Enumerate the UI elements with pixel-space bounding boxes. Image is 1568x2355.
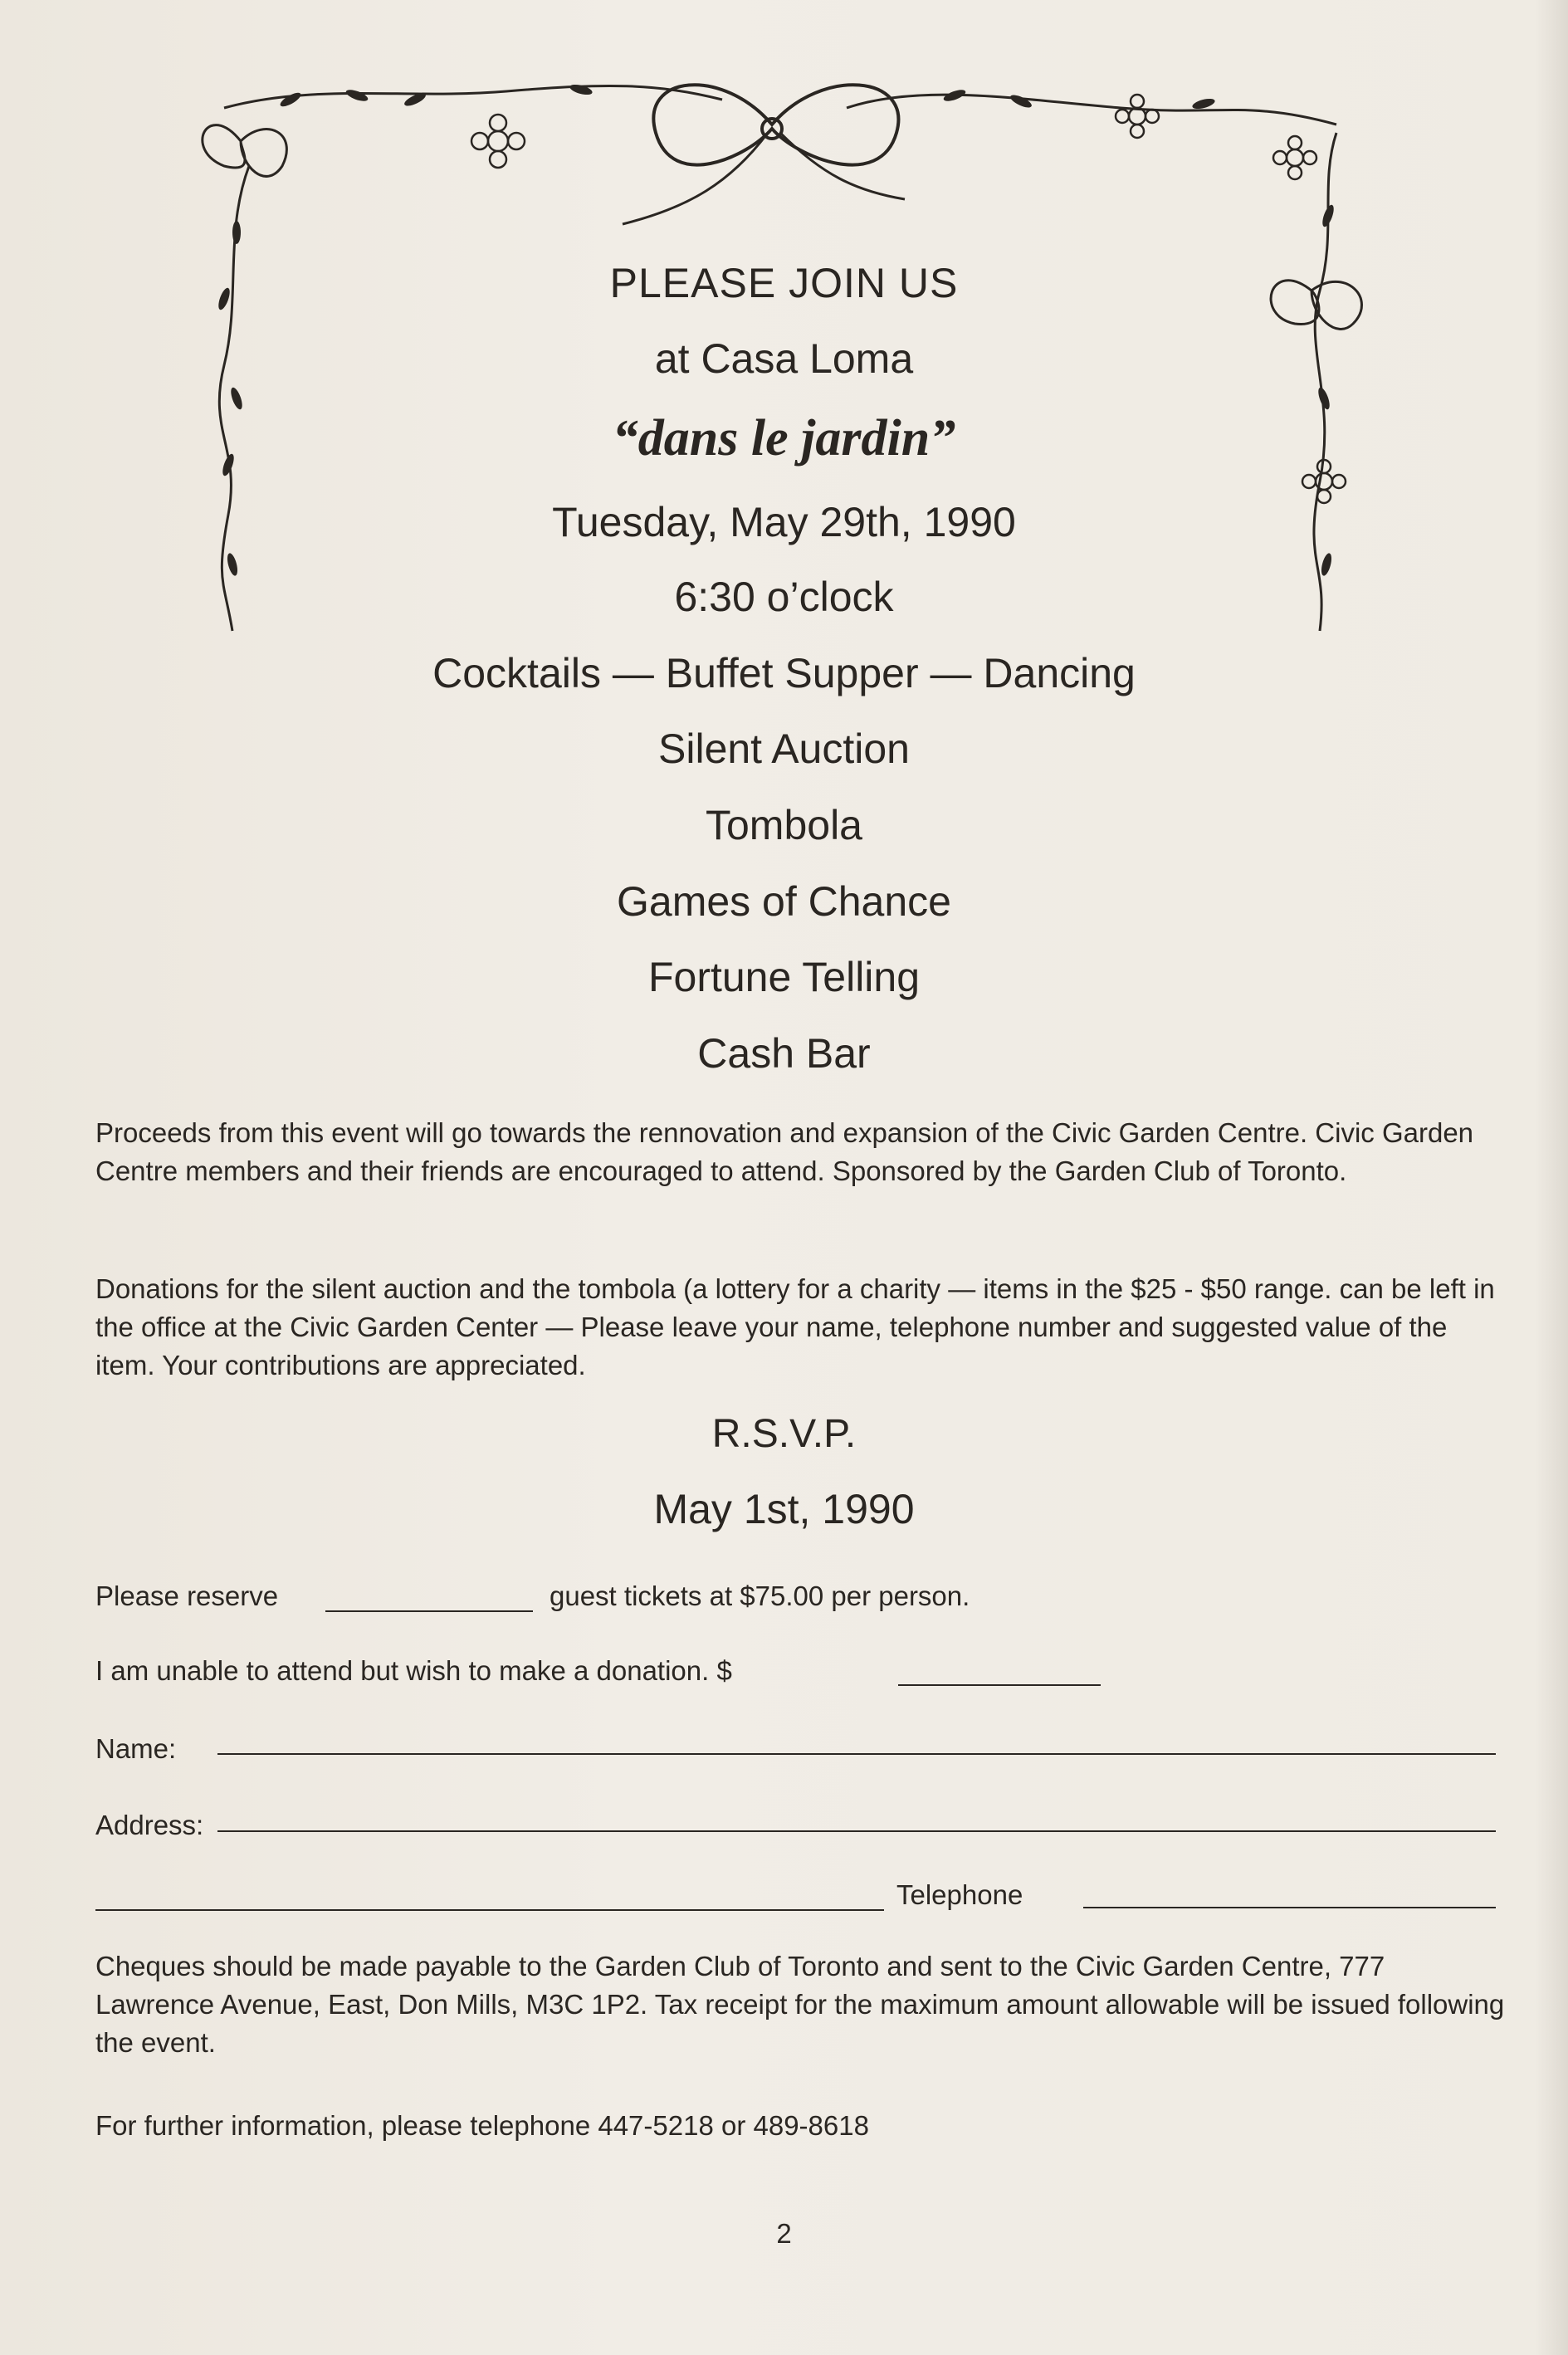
activity-item: Fortune Telling xyxy=(647,954,921,1000)
name-field[interactable] xyxy=(217,1753,1496,1755)
event-theme: “dans le jardin” xyxy=(612,410,956,467)
center-bow-icon xyxy=(653,85,898,164)
reserve-suffix: guest tickets at $75.00 per person. xyxy=(550,1581,970,1611)
flower-icon xyxy=(471,115,525,168)
donation-label: I am unable to attend but wish to make a donation. $ xyxy=(95,1655,732,1686)
garland-vine xyxy=(847,95,1336,125)
address-field[interactable] xyxy=(217,1830,1496,1832)
info-line: For further information, please telephone 447-5218 or 489-8618 xyxy=(95,2110,869,2141)
event-time: 6:30 o’clock xyxy=(674,574,894,620)
reserve-label: Please reserve xyxy=(95,1581,279,1611)
name-label: Name: xyxy=(95,1733,177,1764)
activity-item: Cash Bar xyxy=(697,1030,871,1077)
telephone-field[interactable] xyxy=(1083,1907,1496,1908)
rsvp-title: R.S.V.P. xyxy=(711,1412,857,1456)
flower-icon xyxy=(1273,136,1316,179)
address-label: Address: xyxy=(95,1810,204,1840)
flower-icon xyxy=(1116,95,1159,138)
activity-item: Games of Chance xyxy=(617,878,951,925)
page-number: 2 xyxy=(776,2218,792,2249)
event-date: Tuesday, May 29th, 1990 xyxy=(552,499,1016,545)
activity-item: Silent Auction xyxy=(658,726,910,772)
rsvp-date: May 1st, 1990 xyxy=(653,1486,915,1532)
address-field-line-2[interactable] xyxy=(95,1909,884,1911)
proceeds-paragraph: Proceeds from this event will go towards the rennovation and expansion of the Civic Garden Centre. Civic Garden Centre members and their friends are encouraged to attend. Sponsored by the Garden Club of Toronto. xyxy=(95,1117,1474,1186)
venue-line: at Casa Loma xyxy=(654,335,914,382)
telephone-label: Telephone xyxy=(896,1879,1023,1910)
ticket-count-field[interactable] xyxy=(325,1610,533,1612)
left-bow-icon xyxy=(203,125,287,177)
activity-item: Tombola xyxy=(706,802,862,848)
donation-amount-field[interactable] xyxy=(898,1684,1101,1686)
donations-paragraph: Donations for the silent auction and the tombola (a lottery for a charity — items in the $25 - $50 range. can be left in the office at the Civic Garden Center — Please leave your name, telephone number and suggested value of the item. Your contributions are appreciated. xyxy=(95,1273,1495,1380)
invitation-heading: PLEASE JOIN US xyxy=(609,260,959,306)
center-bow-tail xyxy=(623,133,768,224)
cheques-paragraph: Cheques should be made payable to the Garden Club of Toronto and sent to the Civic Garden Centre, 777 Lawrence Avenue, East, Don Mills, M3C 1P2. Tax receipt for the maximum amount allowable will be issued following the event. xyxy=(95,1951,1505,2058)
center-bow-tail xyxy=(780,133,905,199)
events-line: Cocktails — Buffet Supper — Dancing xyxy=(432,650,1136,696)
